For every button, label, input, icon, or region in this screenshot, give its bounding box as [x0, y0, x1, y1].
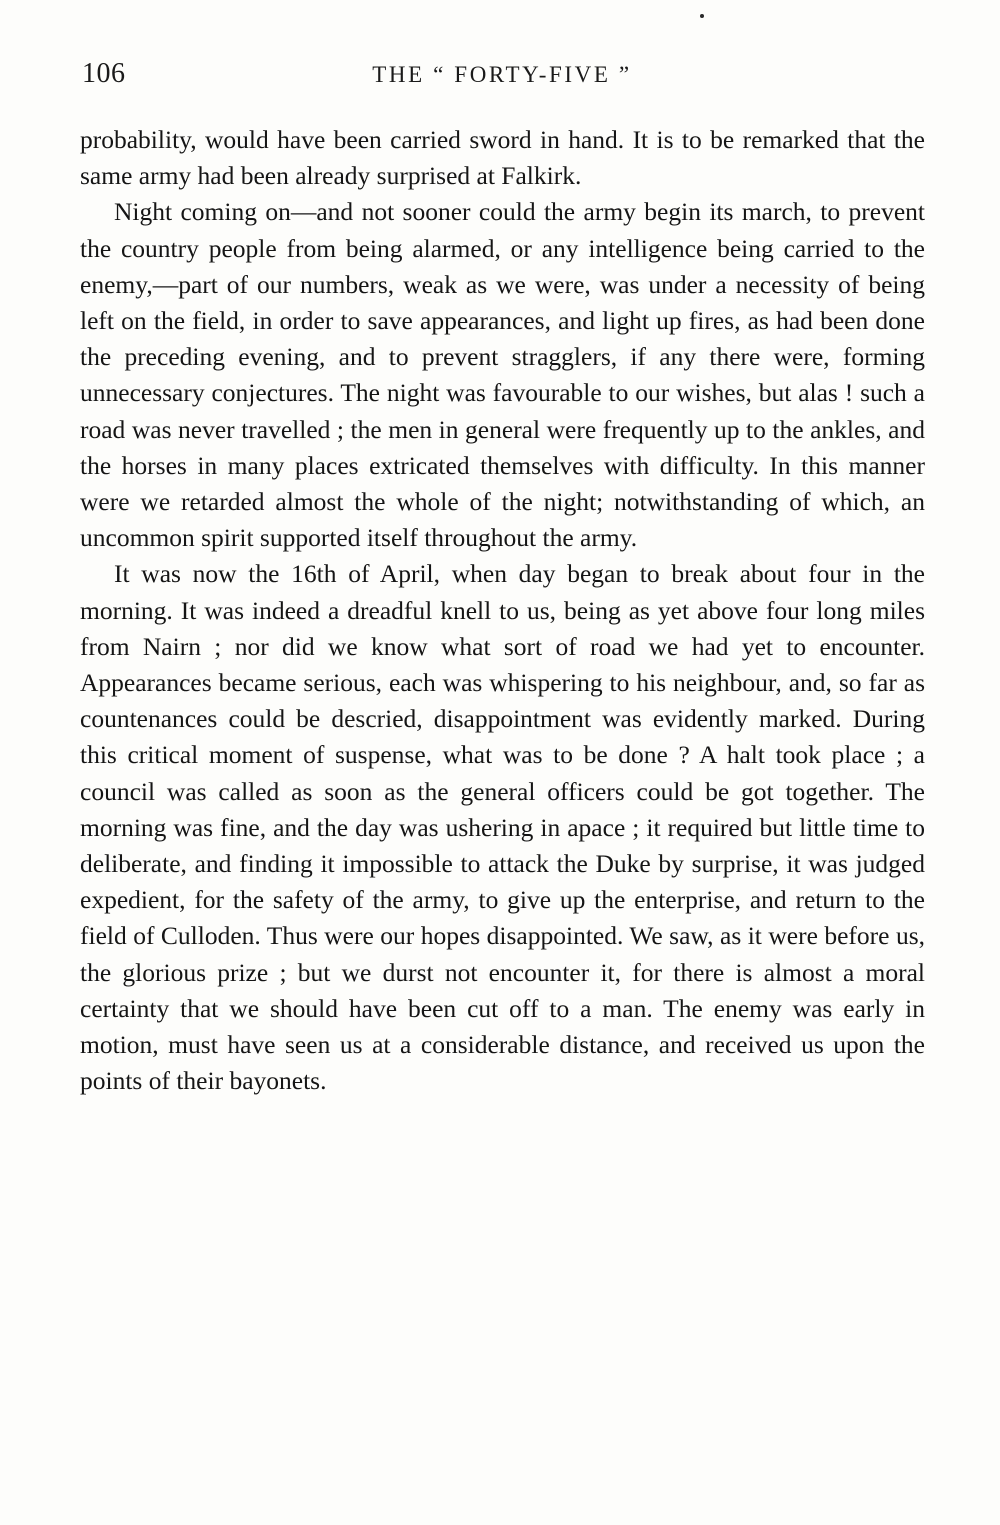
top-margin-mark	[700, 14, 704, 18]
paragraph-1: probability, would have been carried sword in hand. It is to be remarked that the same army had been already surprised at Falkirk.	[80, 125, 925, 191]
running-title: THE “ FORTY-FIVE ”	[372, 62, 632, 87]
paragraph-3: It was now the 16th of April, when day began to break about four in the morning. It was indeed a dreadful knell to us, being as yet above four long miles from Nairn ; nor did we know what sort of road we had yet to encounter. Appearances became serious, each was whispering to his neighbour, and, so far as countenances could be descried, disappointment was evidently marked. During this critical moment of suspense, what was to be done ? A halt took place ; a council was called as soon as the general officers could be got together. The morning was fine, and the day was ushering in apace ; it required but little time to deliberate, and finding it impossible to attack the Duke by surprise, it was judged expedient, for the safety of the army, to give up the enterprise, and return to the field of Culloden. Thus were our hopes disappointed. We saw, as it were before us, the glorious prize ; but we durst not encounter it, for there is almost a moral certainty that we should have been cut off to a man. The enemy was early in motion, must have seen us at a considerable distance, and received us upon the points of their bayonets.	[80, 559, 925, 1096]
page-number: 106	[82, 58, 126, 89]
page-header	[82, 58, 922, 98]
body-text	[80, 122, 925, 1099]
paragraph-2: Night coming on—and not sooner could the army begin its march, to prevent the country people from being alarmed, or any intelligence being carried to the enemy,—part of our numbers, weak as we were, was under a necessity of being left on the field, in order to save appearances, and light up fires, as had been done the preceding evening, and to prevent stragglers, if any there were, forming unnecessary conjectures. The night was favourable to our wishes, but alas ! such a road was never travelled ; the men in general were frequently up to the ankles, and the horses in many places extricated themselves with difficulty. In this manner were we retarded almost the whole of the night; notwithstanding of which, an uncommon spirit supported itself throughout the army.	[80, 197, 925, 553]
